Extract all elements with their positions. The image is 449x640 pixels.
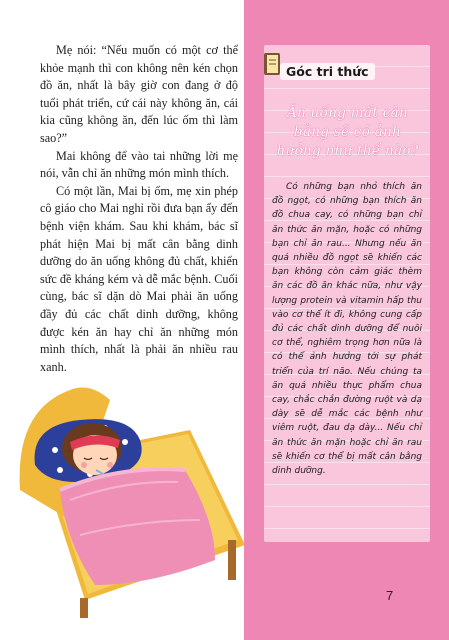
story-paragraph-1: Mẹ nói: “Nếu muốn có một cơ thể khỏe mạnh thì con không nên kén chọn đồ ăn, nhất là bây giờ con đang ở độ tuổi phát triển, cứ cái này không ăn, cái kia cũng không ăn, đến lúc ốm thì làm sao?”	[40, 43, 238, 145]
story-column	[40, 42, 238, 376]
story-paragraph-2: Mai không để vào tai những lời mẹ nói, vẫn chỉ ăn những món mình thích.	[40, 148, 238, 181]
knowledge-body: Có những bạn nhỏ thích ăn đồ ngọt, có những bạn thích ăn đồ chua cay, có những bạn chỉ ăn thức ăn mặn, hoặc có những bạn chỉ ăn rau... Nhưng nếu ăn quá nhiều đồ ngọt sẽ khiến các bạn không còn cảm giác thèm ăn các đồ ăn khác nữa, như vậy lượng protein và vitamin hấp thu vào cơ thể ít đi, không cung cấp đủ các chất dinh dưỡng để nuôi cơ thể, nghiêm trọng hơn nữa là có thể ảnh hưởng tới sự phát triển của trí não. Nếu chúng ta ăn quá nhiều thực phẩm chua cay, chắc chắn đường ruột và dạ dày sẽ dễ mắc các bệnh như viêm ruột, đau dạ dày... Nếu chỉ ăn thức ăn mặn hoặc chỉ ăn rau sẽ khiến cơ thể bị mất cân bằng dinh dưỡng.	[272, 182, 422, 477]
sick-girl-in-bed-illustration	[0, 370, 250, 620]
section-label: Góc tri thức	[280, 63, 375, 80]
page-number: 7	[386, 588, 394, 603]
knowledge-heading: Ăn uống mất cân bằng sẽ có ảnh hưởng như thế nào?	[276, 105, 419, 159]
story-paragraph-3: Có một lần, Mai bị ốm, mẹ xin phép cô giáo cho Mai nghỉ rồi đưa bạn ấy đến bệnh viện khám. Sau khi khám, bác sĩ phát hiện Mai bị mất cân bằng dinh dưỡng do ăn uống không đủ chất, khiến sức đề kháng kém và dễ mắc bệnh. Cuối cùng, bác sĩ dặn dò Mai phải ăn uống đầy đủ các chất dinh dưỡng, không được kén ăn hay chỉ ăn những món mình thích, nhất là phải ăn nhiều rau xanh.	[40, 183, 238, 374]
